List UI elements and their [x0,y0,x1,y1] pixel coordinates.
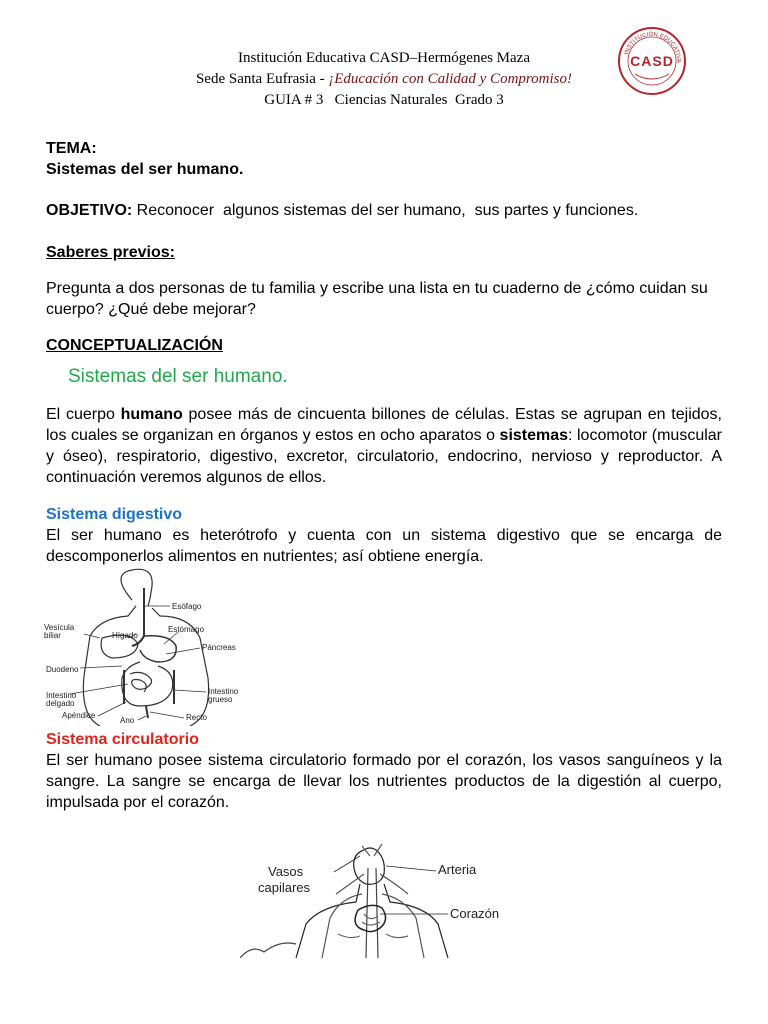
digestivo-text: El ser humano es heterótrofo y cuenta con un sistema digestivo que se encarga de descomponerlos alimentos en nutrientes; así obtiene energía. [46,527,722,565]
tema-label: TEMA: [46,140,97,157]
intro-bold-humano: humano [120,406,183,423]
label-vesicula-1: Vesícula [44,623,75,632]
intro-text-3: : locomotor (muscular y óseo), respiratorio, digestivo, excretor, circulatorio, endocrino, nervioso y reproductor. A continuación veremos algunos de ellos. [46,427,723,486]
circulatorio-heading: Sistema circulatorio [46,731,199,748]
label-corazon: Corazón [450,906,500,921]
circulatorio-text: El ser humano posee sistema circulatorio formado por el corazón, los vasos sanguíneos y la sangre. La sangre se encarga de llevar los nutrientes productos de la digestión al cuerpo, impulsada por el corazón. [46,752,722,811]
logo-acronym: CASD [630,53,674,69]
label-ano: Ano [120,716,135,725]
label-pancreas: Páncreas [202,643,236,652]
saberes-heading: Saberes previos: [46,244,175,261]
guide-line: GUIA # 3 Ciencias Naturales Grado 3 [264,92,504,108]
label-apendice: Apéndice [62,711,96,720]
label-recto: Recto [186,713,207,722]
label-vesicula-2: biliar [44,631,61,640]
label-higado: Hígado [112,631,138,640]
institution-name: Institución Educativa CASD–Hermógenes Maza [237,50,530,66]
objetivo-text: Reconocer algunos sistemas del ser humano, sus partes y funciones. [132,202,639,219]
intro-bold-sistemas: sistemas [499,427,569,444]
label-intestino-grueso-2: grueso [208,695,233,704]
digestivo-heading: Sistema digestivo [46,506,183,523]
intro-text-2: posee más de cincuenta billones de células. Estas se agrupan en tejidos, los cuales se organizan en órganos y estos en ocho aparatos o [46,406,722,444]
conceptualizacion-heading: CONCEPTUALIZACIÓN [46,337,223,354]
intro-paragraph [46,404,722,488]
digestive-system-figure [40,566,265,726]
tema-block [46,138,722,180]
label-intestino-grueso-1: Intestino [208,687,239,696]
objetivo-block [46,200,722,221]
logo-ring-text: INSTITUCIÓN EDUCATIVA [623,31,682,63]
label-vasos-2: capilares [258,880,311,895]
label-esofago: Esófago [172,602,202,611]
objetivo-label: OBJETIVO: [46,202,133,219]
saberes-text: Pregunta a dos personas de tu familia y escribe una lista en tu cuaderno de ¿cómo cuidan su cuerpo? ¿Qué debe mejorar? [46,280,708,318]
label-vasos-1: Vasos [268,864,304,879]
section-title: Sistemas del ser humano. [68,366,288,387]
sede-name: Sede Santa Eufrasia - [195,71,329,87]
label-intestino-delgado-2: delgado [46,699,75,708]
casd-logo [617,26,687,96]
label-intestino-delgado-1: Intestino [46,691,77,700]
label-arteria: Arteria [438,862,477,877]
intro-text-1: El cuerpo [46,406,121,423]
tema-value: Sistemas del ser humano. [46,161,244,178]
label-duodeno: Duodeno [46,665,79,674]
label-estomago: Estómago [168,625,205,634]
circulatory-system-figure [240,844,520,958]
motto: ¡Educación con Calidad y Compromiso! [328,71,573,87]
